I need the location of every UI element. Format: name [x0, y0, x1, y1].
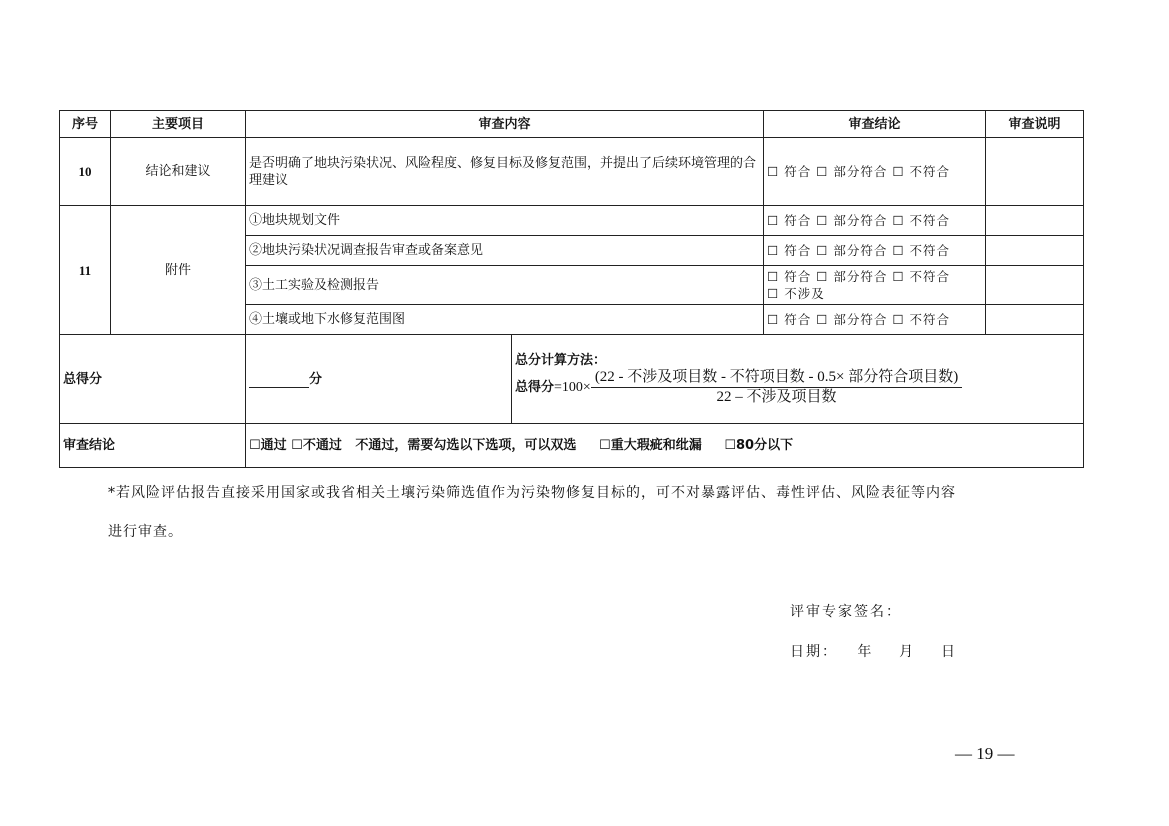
header-seq: 序号	[60, 111, 111, 138]
row11-sub2-remark[interactable]	[986, 236, 1084, 266]
row10-item: 结论和建议	[111, 138, 246, 206]
verdict-options[interactable]: ☐通过 ☐不通过 不通过，需要勾选以下选项，可以双选 ☐重大瑕疵和纰漏 ☐80分以下	[246, 424, 1084, 468]
formula-cell	[512, 335, 1084, 424]
header-content: 审查内容	[246, 111, 764, 138]
expert-signature: 评审专家签名：	[790, 604, 902, 620]
header-item: 主要项目	[111, 111, 246, 138]
formula	[515, 369, 1080, 406]
formula-prefix: =100×	[554, 380, 591, 395]
page-number: — 19 —	[955, 744, 1015, 763]
header-conclusion: 审查结论	[764, 111, 986, 138]
total-score-field[interactable]	[246, 335, 512, 424]
row11-sub1-remark[interactable]	[986, 206, 1084, 236]
row11-sub3-conclusion[interactable]	[764, 266, 986, 305]
row10-remark[interactable]	[986, 138, 1084, 206]
table-row-10	[60, 138, 1084, 206]
total-score-label: 总得分	[60, 335, 246, 424]
total-score-row	[60, 335, 1084, 424]
row11-item: 附件	[111, 206, 246, 335]
header-remark: 审查说明	[986, 111, 1084, 138]
review-table	[59, 110, 1084, 468]
table-row-11-1	[60, 206, 1084, 236]
verdict-row	[60, 424, 1084, 468]
row11-sub3-conclusion-line2: ☐ 不涉及	[767, 286, 825, 301]
formula-title: 总分计算方法：	[515, 353, 607, 368]
footnote-line1: *若风险评估报告直接采用国家或我省相关土壤污染筛选值作为污染物修复目标的，可不对暴露评估、毒性评估、风险表征等内容	[108, 485, 956, 501]
row11-sub3-content: ③土工实验及检测报告	[246, 266, 764, 305]
formula-numerator: (22 - 不涉及项目数 - 不符项目数 - 0.5× 部分符合项目数)	[591, 369, 962, 388]
row11-sub4-conclusion[interactable]: ☐ 符合 ☐ 部分符合 ☐ 不符合	[764, 305, 986, 335]
footnote-line2: 进行审查。	[108, 524, 183, 540]
row11-num: 11	[60, 206, 111, 335]
verdict-label: 审查结论	[60, 424, 246, 468]
row11-sub2-content: ②地块污染状况调查报告审查或备案意见	[246, 236, 764, 266]
formula-fraction	[591, 369, 962, 406]
formula-denominator: 22 – 不涉及项目数	[716, 389, 837, 405]
score-blank[interactable]	[249, 373, 309, 388]
row11-sub4-remark[interactable]	[986, 305, 1084, 335]
row11-sub2-conclusion[interactable]: ☐ 符合 ☐ 部分符合 ☐ 不符合	[764, 236, 986, 266]
row11-sub1-conclusion[interactable]: ☐ 符合 ☐ 部分符合 ☐ 不符合	[764, 206, 986, 236]
row10-conclusion[interactable]: ☐ 符合 ☐ 部分符合 ☐ 不符合	[764, 138, 986, 206]
signature-date: 日期： 年 月 日	[790, 644, 957, 660]
row11-sub1-content: ①地块规划文件	[246, 206, 764, 236]
header-row	[60, 111, 1084, 138]
formula-label: 总得分	[515, 380, 555, 395]
row11-sub3-remark[interactable]	[986, 266, 1084, 305]
row10-content: 是否明确了地块污染状况、风险程度、修复目标及修复范围，并提出了后续环境管理的合理建议	[246, 138, 764, 206]
score-unit: 分	[309, 371, 323, 387]
row11-sub3-conclusion-line1: ☐ 符合 ☐ 部分符合 ☐ 不符合	[767, 269, 951, 284]
row11-sub4-content: ④土壤或地下水修复范围图	[246, 305, 764, 335]
row10-num: 10	[60, 138, 111, 206]
